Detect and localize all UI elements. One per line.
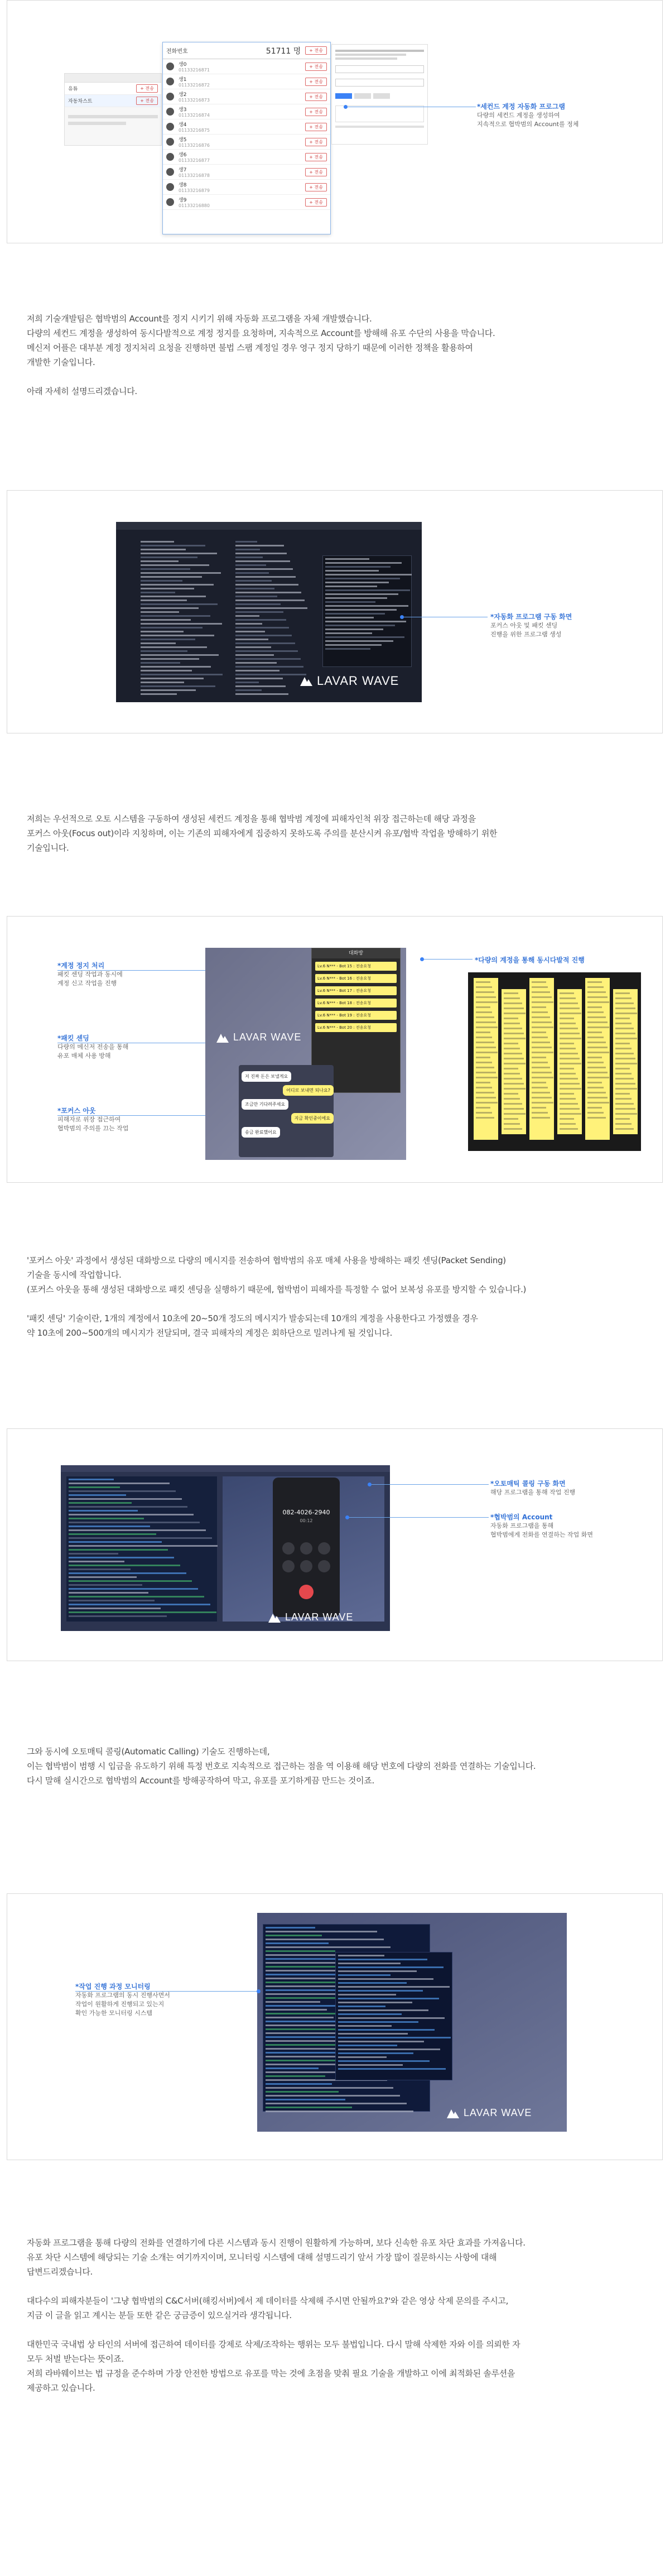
callout-dot bbox=[400, 615, 404, 619]
left-row-label: 유튜 bbox=[68, 87, 78, 92]
contact-number: 01133216880 bbox=[179, 203, 210, 208]
callout-line-text: 협박범의 주의를 끄는 작업 bbox=[57, 1125, 129, 1132]
avatar-icon bbox=[166, 168, 174, 176]
contacts-icon[interactable] bbox=[318, 1560, 330, 1572]
add-button[interactable]: + 전송 bbox=[305, 198, 327, 207]
contact-row[interactable] bbox=[163, 195, 330, 210]
contact-number: 01133216875 bbox=[179, 128, 210, 133]
paragraph-line: 기술을 동시에 작업합니다. bbox=[27, 1270, 122, 1280]
contact-info bbox=[179, 121, 305, 133]
callout-line bbox=[75, 1991, 257, 1992]
left-row bbox=[65, 83, 161, 95]
account-sheet bbox=[613, 989, 638, 1134]
paragraph-focus-out bbox=[27, 812, 646, 855]
chat-message: Lv.6 N*** - Bot 18 : 전송요청 bbox=[315, 999, 397, 1008]
paragraph-line: 포커스 아웃(Focus out)이라 지칭하며, 이는 기존의 피해자에게 집중하지 못하도록 주의를 분산시켜 유포/협박 작업을 방해하기 위한 bbox=[27, 828, 498, 838]
callout-program bbox=[490, 612, 613, 639]
chat-message: Lv.6 N*** - Bot 20 : 전송요청 bbox=[315, 1023, 397, 1032]
callout-line-text: 다량의 메신저 전송을 통해 bbox=[57, 1043, 129, 1050]
end-call-button[interactable] bbox=[299, 1585, 314, 1599]
paragraph-line: 기술입니다. bbox=[27, 843, 69, 853]
paragraph-line: 다시 말해 실시간으로 협박범의 Account를 방해공작하여 막고, 유포를 포기하게끔 만드는 것이죠. bbox=[27, 1776, 374, 1786]
contact-name: 생4 bbox=[179, 122, 187, 128]
callout-title: *자동화 프로그램 구동 화면 bbox=[490, 613, 572, 621]
avatar-icon bbox=[166, 63, 174, 70]
paragraph-line: 약 10초에 200~500개의 메시지가 전달되며, 결국 피해자의 계정은 회하단으로 밀려나게 될 것입니다. bbox=[27, 1328, 393, 1338]
callout-title: *오토매틱 콜링 구동 화면 bbox=[490, 1480, 566, 1488]
contact-row[interactable] bbox=[163, 104, 330, 119]
contact-info bbox=[179, 151, 305, 163]
callout-line bbox=[57, 1115, 225, 1116]
account-sheet bbox=[474, 978, 498, 1140]
chat-message: Lv.6 N*** - Bot 17 : 전송요청 bbox=[315, 986, 397, 995]
add-button[interactable]: + 전송 bbox=[305, 153, 327, 161]
left-window bbox=[64, 73, 162, 146]
avatar-icon bbox=[166, 78, 174, 85]
paragraph-line: 아래 자세히 설명드리겠습니다. bbox=[27, 386, 137, 396]
contacts-panel bbox=[162, 42, 331, 234]
callout-packet-sending bbox=[57, 1034, 169, 1061]
add-button[interactable]: + 전송 bbox=[136, 97, 158, 105]
chat-message-list bbox=[312, 962, 400, 1032]
paragraph-line: 개발한 기술입니다. bbox=[27, 357, 95, 367]
add-button[interactable]: + 전송 bbox=[305, 168, 327, 176]
contact-name: 생8 bbox=[179, 183, 187, 188]
contact-row[interactable] bbox=[163, 135, 330, 150]
contact-row[interactable] bbox=[163, 150, 330, 165]
calling-screenshot bbox=[61, 1465, 390, 1631]
contact-name: 생6 bbox=[179, 152, 187, 158]
callout-monitoring bbox=[75, 1982, 204, 2018]
paragraph-line: 제공하고 있습니다. bbox=[27, 2383, 95, 2393]
callout-line-text: 확인 가능한 모니터링 시스템 bbox=[75, 2009, 153, 2017]
messenger-composite bbox=[205, 948, 406, 1160]
callout-line-text: 해당 프로그램을 통해 작업 진행 bbox=[490, 1489, 576, 1496]
callout-line-text: 유포 매체 사용 방해 bbox=[57, 1052, 111, 1059]
callout-contacts bbox=[477, 102, 600, 129]
contact-number: 01133216877 bbox=[179, 158, 210, 163]
add-button[interactable]: + 전송 bbox=[305, 108, 327, 116]
callout-title: *패킷 센딩 bbox=[57, 1034, 89, 1042]
chat-bubble: 조금만 기다려주세요 bbox=[242, 1099, 288, 1110]
bubble-list bbox=[242, 1068, 334, 1141]
callout-dot bbox=[345, 1515, 349, 1519]
phone-call-screen bbox=[273, 1478, 340, 1617]
callout-attacker-account bbox=[490, 1513, 619, 1539]
brand-logo-mark bbox=[216, 1033, 229, 1043]
auto-calling-card bbox=[7, 1428, 663, 1661]
callout-dot bbox=[257, 1989, 261, 1993]
paragraph-line: 이는 협박범이 범행 시 입금을 유도하기 위해 특정 번호로 지속적으로 접근하는 점을 역 이용해 해당 번호에 다량의 전화를 연결하는 기술입니다. bbox=[27, 1761, 536, 1771]
callout-line-text: 패킷 센딩 작업과 동시에 bbox=[57, 971, 123, 978]
paragraph-line: 대다수의 피해자분들이 '그냥 협박범의 C&C서버(해킹서버)에서 제 데이터를 삭제해 주시면 안될까요?'와 같은 영상 삭제 문의를 주시고, bbox=[27, 2296, 509, 2306]
callout-account-suspend bbox=[57, 961, 169, 988]
paragraph-line: 저희 기술개발팀은 협박범의 Account를 정지 시키기 위해 자동화 프로그램을 자체 개발했습니다. bbox=[27, 314, 372, 324]
avatar-icon bbox=[166, 198, 174, 206]
contacts-count: 51711 명 bbox=[266, 46, 301, 56]
contact-name: 생5 bbox=[179, 137, 187, 143]
paragraph-line: '포커스 아웃' 과정에서 생성된 대화방으로 다량의 메시지를 전송하여 협박범의 유포 매체 사용을 방해하는 패킷 센딩(Packet Sending) bbox=[27, 1255, 506, 1265]
left-row-label: 자동차스트 bbox=[68, 99, 93, 104]
callout-line-text: 지속적으로 협박범의 Account를 정체 bbox=[477, 121, 579, 128]
contact-name: 생1 bbox=[179, 77, 187, 83]
contact-info bbox=[179, 166, 305, 178]
callout-dot bbox=[344, 105, 348, 109]
paragraph-line: 유포 차단 시스템에 해당되는 기술 소개는 여기까지이며, 모니터링 시스템에 대해 설명드리기 앞서 가장 많이 질문하시는 사항에 대해 bbox=[27, 2252, 497, 2262]
paragraph-intro bbox=[27, 311, 646, 399]
contact-number: 01133216873 bbox=[179, 98, 210, 103]
callout-line bbox=[57, 970, 219, 971]
chat-message: Lv.6 N*** - Bot 15 : 전송요청 bbox=[315, 962, 397, 971]
chat-bubble: 어디로 보내면 되나요? bbox=[283, 1085, 334, 1096]
add-button[interactable]: + 전송 bbox=[305, 63, 327, 71]
contact-info bbox=[179, 75, 305, 88]
add-button[interactable]: + 전송 bbox=[305, 78, 327, 86]
paragraph-line: (포커스 아웃을 통해 생성된 대화방으로 패킷 센딩을 실행하기 때문에, 협박범이 피해자를 특정할 수 없어 보복성 유포를 방지할 수 있습니다.) bbox=[27, 1284, 527, 1294]
callout-line-text: 자동화 프로그램을 통해 bbox=[490, 1522, 554, 1529]
callout-line-text: 협박범에게 전화를 연결하는 작업 화면 bbox=[490, 1531, 594, 1538]
automation-program-card bbox=[7, 490, 663, 733]
mass-account-sheets bbox=[468, 972, 641, 1151]
chat-bubble: 송금 완료했어요 bbox=[242, 1127, 280, 1138]
chat-message: Lv.6 N*** - Bot 16 : 전송요청 bbox=[315, 974, 397, 983]
phone-number: 082-4026-2940 bbox=[282, 1509, 330, 1516]
contact-list bbox=[163, 59, 330, 210]
add-button[interactable]: + 전송 bbox=[305, 183, 327, 191]
send-all-button[interactable]: + 전송 bbox=[305, 46, 327, 55]
callout-auto-calling bbox=[490, 1479, 619, 1497]
contact-name: 생7 bbox=[179, 167, 187, 173]
brand-logo-text: LAVAR WAVE bbox=[317, 674, 399, 688]
paragraph-line: 저희는 우선적으로 오토 시스템을 구동하여 생성된 세컨드 계정을 통해 협박범 계정에 피해자인척 위장 접근하는데 해당 과정을 bbox=[27, 814, 476, 824]
contact-number: 01133216876 bbox=[179, 143, 210, 148]
contact-row[interactable] bbox=[163, 165, 330, 180]
callout-line-text: 자동화 프로그램의 동시 진행사면서 bbox=[75, 1992, 170, 1999]
paragraph-line: '패킷 센딩' 기술이란, 1개의 계정에서 10초에 20~50개 정도의 메시지가 발송되는데 10개의 계정을 사용한다고 가정했을 경우 bbox=[27, 1313, 478, 1323]
add-button[interactable]: + 전송 bbox=[305, 93, 327, 101]
paragraph-line bbox=[27, 1297, 646, 1311]
video-icon[interactable] bbox=[300, 1560, 312, 1572]
avatar-icon bbox=[166, 93, 174, 100]
avatar-icon bbox=[166, 138, 174, 146]
contact-name: 생3 bbox=[179, 107, 187, 113]
add-button[interactable]: + 전송 bbox=[136, 84, 158, 93]
brand-logo-text: LAVAR WAVE bbox=[464, 2107, 532, 2118]
callout-title: *포커스 아웃 bbox=[57, 1107, 96, 1115]
callout-mass-accounts bbox=[475, 956, 620, 965]
contact-info bbox=[179, 136, 305, 148]
avatar-icon bbox=[166, 153, 174, 161]
add-button[interactable]: + 전송 bbox=[305, 123, 327, 131]
contact-row[interactable] bbox=[163, 74, 330, 89]
contacts-header-label: 전화번호 bbox=[166, 49, 188, 55]
brand-logo-mark bbox=[268, 1613, 281, 1623]
mute-icon[interactable] bbox=[282, 1542, 295, 1555]
callout-dot bbox=[368, 1483, 372, 1486]
brand-logo bbox=[216, 1032, 301, 1043]
paragraph-line: 다량의 세컨드 계정을 생성하여 동시다발적으로 계정 정지를 요청하며, 지속적으로 Account를 방해해 유포 수단의 사용을 막습니다. bbox=[27, 328, 495, 338]
add-call-icon[interactable] bbox=[282, 1560, 295, 1572]
paragraph-line bbox=[27, 2279, 646, 2294]
monitoring-screenshot bbox=[257, 1913, 567, 2132]
callout-line-text: 계정 신고 작업을 진행 bbox=[57, 980, 117, 987]
paragraph-line: 답변드리겠습니다. bbox=[27, 2267, 93, 2277]
contact-info bbox=[179, 181, 305, 193]
callout-line-text: 진행을 위한 프로그램 생성 bbox=[490, 631, 562, 638]
brand-logo-mark bbox=[447, 2108, 459, 2118]
packet-sending-card bbox=[7, 916, 663, 1183]
callout-title: *세컨드 계정 자동화 프로그램 bbox=[477, 103, 565, 111]
contact-name: 생2 bbox=[179, 92, 187, 98]
account-sheet bbox=[557, 989, 582, 1134]
callout-line bbox=[349, 1517, 489, 1518]
callout-line-text: 피해자로 위장 접근하여 bbox=[57, 1116, 121, 1123]
contact-name: 생0 bbox=[179, 62, 187, 68]
callout-line bbox=[423, 959, 473, 960]
contact-row[interactable] bbox=[163, 89, 330, 104]
chat-header: 대화방 bbox=[312, 948, 400, 958]
callout-line-text: 포커스 아웃 및 패킷 센딩 bbox=[490, 622, 558, 629]
keypad-icon[interactable] bbox=[300, 1542, 312, 1555]
contact-row[interactable] bbox=[163, 180, 330, 195]
brand-logo-text: LAVAR WAVE bbox=[285, 1611, 354, 1623]
paragraph-line bbox=[27, 2323, 646, 2337]
contact-number: 01133216872 bbox=[179, 83, 210, 88]
paragraph-line: 대한민국 국내법 상 타인의 서버에 접근하여 데이터를 강제로 삭제/조작하는 행위는 모두 불법입니다. 다시 말해 삭제한 자와 이를 의뢰한 자 bbox=[27, 2339, 520, 2349]
speaker-icon[interactable] bbox=[318, 1542, 330, 1555]
callout-line-text: 다량의 세컨드 계정을 생성하여 bbox=[477, 112, 560, 119]
terminal-screenshot bbox=[116, 522, 422, 702]
paragraph-line: 모두 처벌 받는다는 뜻이죠. bbox=[27, 2354, 124, 2364]
callout-line-text: 작업이 원활하게 진행되고 있는지 bbox=[75, 2001, 165, 2008]
brand-logo bbox=[300, 674, 399, 688]
contact-info bbox=[179, 105, 305, 118]
paragraph-auto-calling bbox=[27, 1744, 646, 1788]
avatar-icon bbox=[166, 183, 174, 191]
brand-logo-text: LAVAR WAVE bbox=[233, 1032, 302, 1043]
paragraph-line bbox=[27, 370, 646, 384]
paragraph-line: 메신저 어플은 대부분 계정 정지처리 요청을 진행하면 불법 스팸 계정일 경우 영구 정지 당하기 때문에 이러한 정책을 활용하여 bbox=[27, 343, 473, 353]
paragraph-line: 지금 이 글을 읽고 계시는 분들 또한 같은 궁금증이 있으실거라 생각됩니다. bbox=[27, 2310, 292, 2320]
brand-logo-mark bbox=[300, 676, 312, 686]
chat-message: Lv.6 N*** - Bot 19 : 전송요청 bbox=[315, 1011, 397, 1020]
account-sheet bbox=[529, 978, 554, 1140]
brand-logo bbox=[268, 1611, 353, 1623]
callout-title: *작업 진행 과정 모니터링 bbox=[75, 1983, 151, 1990]
paragraph-monitoring bbox=[27, 2236, 646, 2395]
callout-line bbox=[372, 1484, 489, 1485]
chat-bubble: 저 진짜 돈은 보낼게요 bbox=[242, 1071, 291, 1082]
brand-logo bbox=[447, 2107, 532, 2119]
callout-title: *다량의 계정을 통해 동시다발적 진행 bbox=[475, 956, 585, 964]
contact-number: 01133216871 bbox=[179, 68, 210, 73]
avatar-icon bbox=[166, 123, 174, 131]
callout-title: *협박범의 Account bbox=[490, 1513, 553, 1521]
callout-focus-out bbox=[57, 1106, 169, 1133]
contact-row[interactable] bbox=[163, 59, 330, 74]
account-sheet bbox=[502, 989, 526, 1134]
right-window bbox=[331, 44, 428, 145]
paragraph-packet-sending bbox=[27, 1253, 646, 1340]
contact-info bbox=[179, 90, 305, 103]
contact-number: 01133216874 bbox=[179, 113, 210, 118]
account-sheet bbox=[585, 978, 610, 1140]
chat-bubble: 지금 확인중이에요 bbox=[291, 1113, 334, 1124]
call-timer: 00:12 bbox=[300, 1518, 313, 1523]
contact-name: 생9 bbox=[179, 198, 187, 203]
contacts-automation-card bbox=[7, 0, 663, 243]
contact-number: 01133216878 bbox=[179, 173, 210, 178]
contacts-header bbox=[163, 42, 330, 59]
paragraph-line: 그와 동시에 오토매틱 콜링(Automatic Calling) 기술도 진행하는데, bbox=[27, 1747, 270, 1757]
left-row bbox=[65, 95, 161, 107]
callout-title: *계정 정지 처리 bbox=[57, 962, 105, 970]
contact-info bbox=[179, 60, 305, 73]
paragraph-line: 저희 라바웨이브는 법 규정을 준수하며 가장 안전한 방법으로 유포를 막는 것에 초점을 맞춰 필요 기술을 개발하고 이에 최적화된 솔루션을 bbox=[27, 2368, 515, 2378]
monitoring-card bbox=[7, 1893, 663, 2160]
contact-row[interactable] bbox=[163, 119, 330, 135]
avatar-icon bbox=[166, 108, 174, 116]
contact-number: 01133216879 bbox=[179, 188, 210, 193]
paragraph-line: 자동화 프로그램을 통해 다량의 전화를 연결하기에 다른 시스템과 동시 진행이 원활하게 가능하며, 보다 신속한 유포 차단 효과를 가져옵니다. bbox=[27, 2238, 526, 2248]
callout-dot bbox=[420, 957, 424, 961]
add-button[interactable]: + 전송 bbox=[305, 138, 327, 146]
contact-info bbox=[179, 196, 305, 208]
